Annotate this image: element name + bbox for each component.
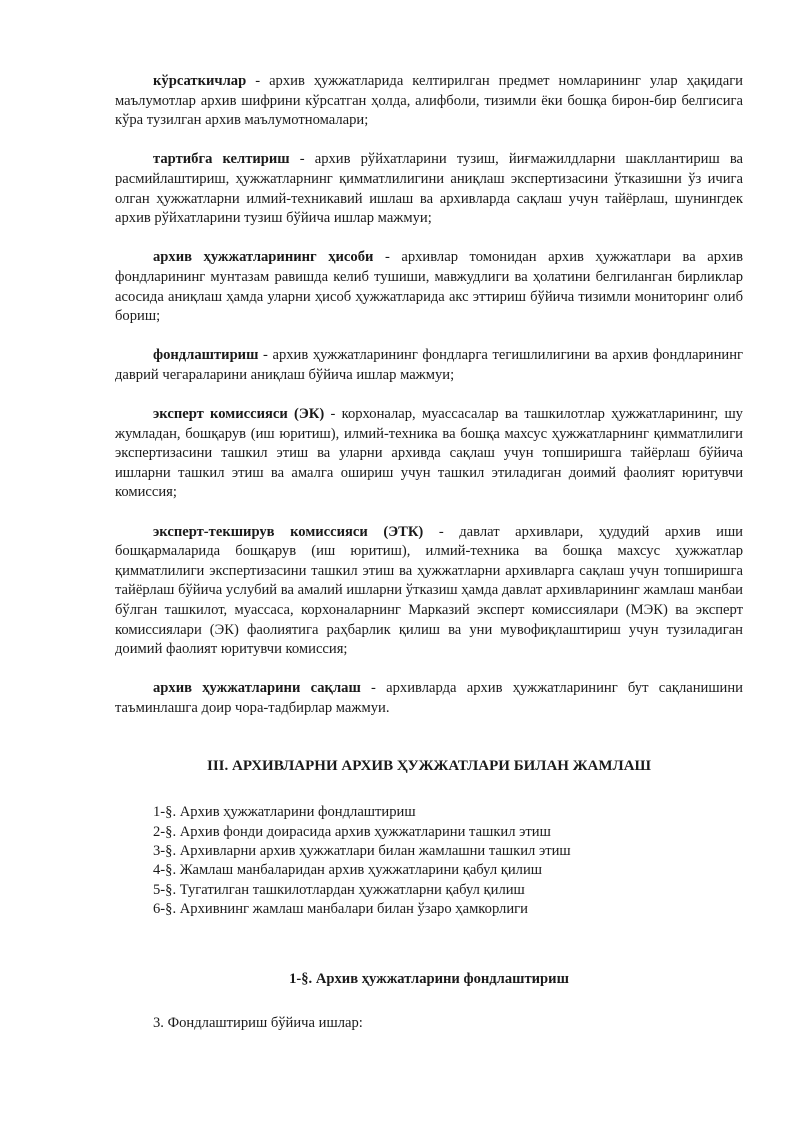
- subsection-title: 1-§. Архив ҳужжатларини фондлаштириш: [289, 970, 569, 987]
- toc-item: 1-§. Архив ҳужжатларини фондлаштириш: [153, 804, 416, 821]
- numbered-item: 3. Фондлаштириш бўйича ишлар:: [153, 1015, 363, 1032]
- definition-term: тартибга келтириш: [153, 151, 290, 168]
- definition-paragraph: [115, 150, 743, 228]
- definition-term: архив ҳужжатларини сақлаш: [153, 680, 361, 697]
- toc-item: 5-§. Тугатилган ташкилотлардан ҳужжатларни қабул қилиш: [153, 881, 525, 898]
- definition-text: - давлат архивлари, ҳудудий архив иши бошқармаларида бошқарув (иш юритиш), илмий-техника ва бошқа махсус ҳужжатлар қимматлилиги экспертизасини ташкил этиш ва ҳужжатларни архивларга сақлаш учун топширишга тайёрлаш бўйича услубий ва амалий ишларни ўтказиш ҳамда давлат архивларининг жамлаш манбаи бўлган ташкилот, муассаса, корхоналарнинг Марказий эксперт комиссиялари (МЭК) ва эксперт комиссиялари (ЭК) фаолиятига раҳбарлик қилиш ва уни мувофиқлаштириш учун тузиладиган доимий фаолият юритувчи комиссия;: [115, 523, 743, 658]
- definition-paragraph: [115, 679, 743, 718]
- section-title: III. АРХИВЛАРНИ АРХИВ ҲУЖЖАТЛАРИ БИЛАН ЖАМЛАШ: [206, 757, 652, 774]
- document-page: [115, 72, 743, 1034]
- definition-term: эксперт комиссияси (ЭК): [153, 406, 325, 423]
- definition-paragraph: [115, 72, 743, 131]
- definition-text: - корхоналар, муассасалар ва ташкилотлар ҳужжатларининг, шу жумладан, бошқарув (иш юритиш), илмий-техника ва бошқа махсус ҳужжатларнинг қимматлилиги экспертизасини ташкил этиш ва уларни архивда сақлаш учун топширишга тайёрлаш бўйича ишларни ташкил этиш ва амалга ошириш учун ташкил этиладиган доимий фаолият юритувчи комиссия;: [115, 406, 743, 501]
- toc-item: 2-§. Архив фонди доирасида архив ҳужжатларини ташкил этиш: [153, 823, 551, 840]
- definition-text: - архив ҳужжатларининг фондларга тегишлилигини ва архив фондларининг даврий чегараларини аниқлаш бўйича ишлар мажмуи;: [115, 347, 743, 383]
- definition-paragraph: [115, 523, 743, 660]
- definition-term: кўрсаткичлар: [153, 73, 247, 89]
- definition-paragraph: [115, 405, 743, 503]
- definition-term: архив ҳужжатларининг ҳисоби: [153, 249, 374, 266]
- definition-text: - архивларда архив ҳужжатларининг бут сақланишини таъминлашга доир чора-тадбирлар мажмуи.: [115, 680, 743, 716]
- toc-item: 6-§. Архивнинг жамлаш манбалари билан ўзаро ҳамкорлиги: [153, 901, 528, 918]
- definition-paragraph: [115, 248, 743, 326]
- toc-item: 4-§. Жамлаш манбаларидан архив ҳужжатларини қабул қилиш: [153, 862, 542, 879]
- toc-item: 3-§. Архивларни архив ҳужжатлари билан жамлашни ташкил этиш: [153, 843, 571, 859]
- definition-term: эксперт-текширув комиссияси (ЭТК): [153, 523, 424, 540]
- definition-text: - архивлар томонидан архив ҳужжатлари ва архив фондларининг мунтазам равишда келиб тушиши, мавжудлиги ва ҳолатини белгиланган бирликлар асосида аниқлаш ҳамда уларни ҳисоб ҳужжатларида акс эттириш бўйича тизимли мониторинг олиб бориш;: [115, 249, 744, 325]
- definition-paragraph: [115, 346, 743, 385]
- definition-text: - архив ҳужжатларида келтирилган предмет номларининг улар ҳақидаги маълумотлар архив шифрини кўрсатган ҳолда, алифболи, тизимли ёки бошқа бирон-бир белгисига кўра тузилган архив маълумотномалари;: [115, 73, 743, 129]
- definition-term: фондлаштириш: [153, 347, 259, 364]
- table-of-contents: [153, 803, 743, 919]
- definition-text: - архив рўйхатларини тузиш, йиғмажилдларни шакллантириш ва расмийлаштириш, ҳужжатларнинг қимматлилигини аниқлаш экспертизасини ўтказишни ўз ичига олган ҳужжатларни илмий-техникавий ишлаш ва архивларда сақлаш учун тайёрлаш, шунингдек архив рўйхатларини тузиш бўйича ишлар мажмуи;: [115, 151, 743, 227]
